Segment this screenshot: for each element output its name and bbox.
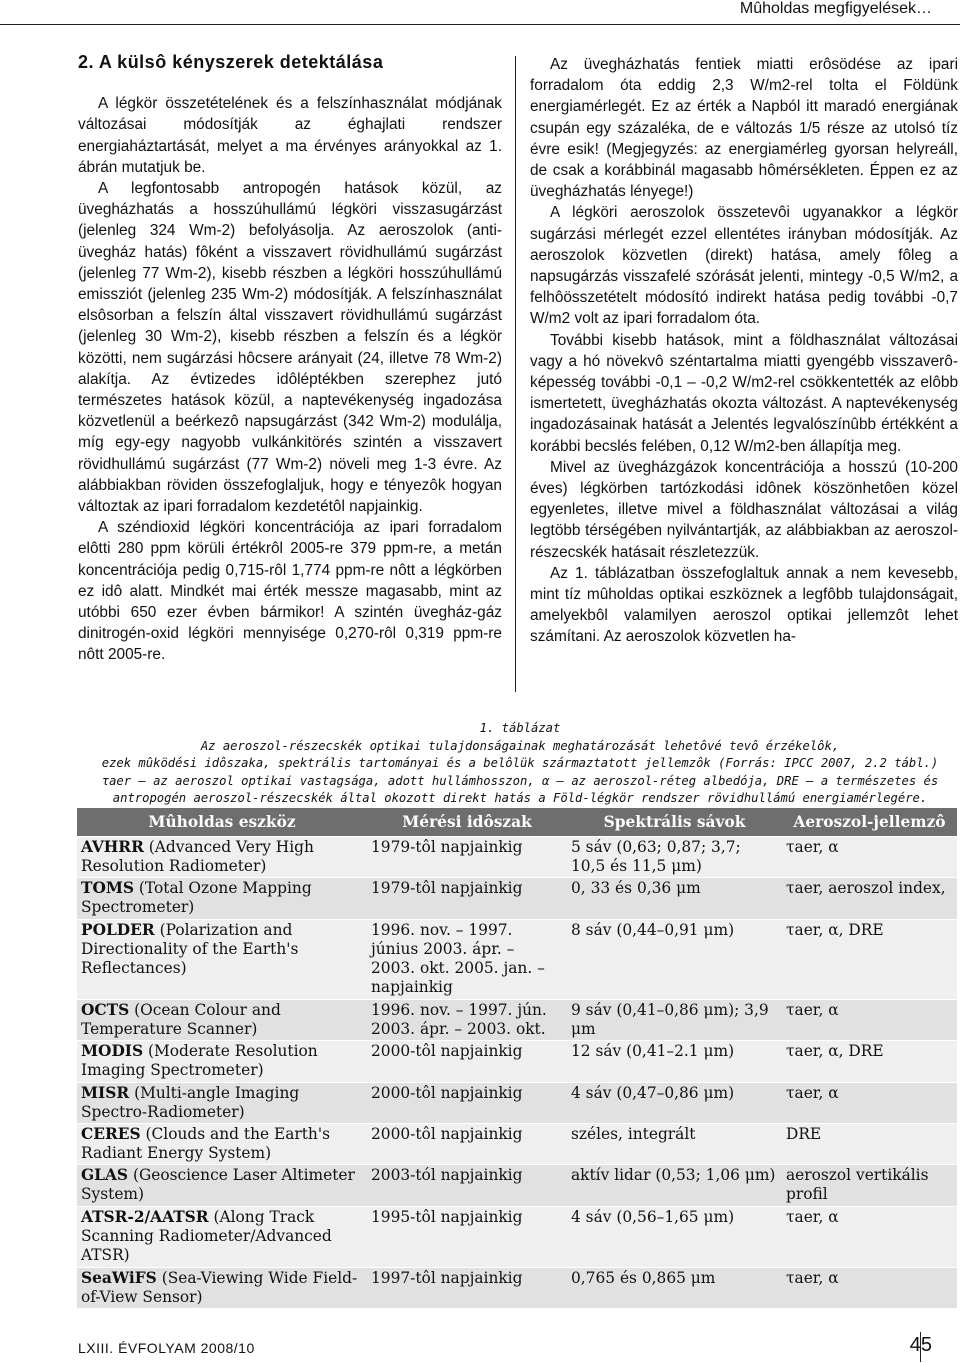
header-period: Mérési idôszak [367,808,567,837]
instrument-name: POLDER [81,920,155,939]
period-cell: 2000-tôl napjainkig [367,1082,567,1123]
period-cell: 1995-tôl napjainkig [367,1206,567,1267]
instrument-name: AVHRR [81,838,144,856]
feature-cell: τaer, aeroszol index, [782,878,957,919]
instrument-name: TOMS [81,879,135,898]
bands-cell: 9 sáv (0,41–0,86 μm); 3,9 μm [567,999,782,1040]
caption-label: 1. táblázat [479,721,561,735]
feature-cell: τaer, α [782,1206,957,1267]
period-cell: 2000-tôl napjainkig [367,1041,567,1082]
table-row [77,837,957,878]
left-paragraph-3: A széndioxid légköri koncentrációja az ipari forradalom elôtti 280 ppm körüli értékrôl 2005-re 379 ppm-re, a metán koncentrációja pedig 0,715-rôl 1,774 ppm-re nôtt a légkörben ez idô alatt. Mindkét mai érték messze magasabb, mint az utóbbi 650 ezer évben bármikor! A szintén üvegház-gáz dinitrogén-oxid légköri mennyisége 0,270-rôl 0,319 ppm-re nôtt 2005-re. [78,519,502,664]
feature-cell: aeroszol vertikális profil [782,1165,957,1206]
feature-cell: τaer, α [782,999,957,1040]
satellite-instruments-table [77,808,957,1308]
right-paragraph-2: A légköri aeroszolok összetevôi ugyanakkor a légkör sugárzási mérlegét ezzel ellentétes irányban módosítják. Az aeroszolok közvetlen (direkt) hatása, amely fôleg a napsugárzás visszafelé szórását jelenti, mintegy -0,5 W/m2, a felhôösszetételt módosító indirekt hatása pedig további -0,7 W/m2 volt az ipari forradalom óta. [530,204,958,328]
left-paragraph-1: A légkör összetételének és a felszínhasználat módjának változásai módosítják az éghajlati rendszer energiaháztartását, melyet a ma érvényes arányokkal az 1. ábrán mutatjuk be. [78,95,502,176]
table-caption [80,720,960,808]
header-bands: Spektrális sávok [567,808,782,837]
bands-cell: 5 sáv (0,63; 0,87; 3,7; 10,5 és 11,5 μm) [567,837,782,878]
table-row [77,1082,957,1123]
instrument-name: GLAS [81,1166,129,1185]
instrument-cell [77,1206,367,1267]
instrument-cell [77,1124,367,1165]
footer-volume: LXIII. ÉVFOLYAM 2008/10 [78,1340,255,1356]
instrument-desc: (Advanced Very High Resolution Radiometer) [81,838,314,875]
table-row [77,878,957,919]
feature-cell: τaer, α [782,837,957,878]
instrument-cell [77,878,367,919]
period-cell: 2003-tól napjainkig [367,1165,567,1206]
feature-cell: τaer, α, DRE [782,919,957,999]
instrument-name: SeaWiFS [81,1268,157,1287]
caption-line-1: Az aeroszol-részecskék optikai tulajdonságainak meghatározását lehetôvé tevô érzékelôk, [200,738,840,753]
right-paragraph-5: Az 1. táblázatban összefoglaltuk annak a nem kevesebb, mint tíz mûholdas optikai eszköznek a legfôbb tulajdonságait, amelyekbôl valamilyen aeroszol optikai jellemzôt lehet számítani. Az aeroszolok közvetlen ha- [530,564,958,646]
instrument-cell [77,1082,367,1123]
header-instrument: Mûholdas eszköz [77,808,367,837]
running-head: Mûholdas megfigyelések… [739,0,932,17]
period-cell: 1996. nov. – 1997. június 2003. ápr. – 2003. okt. 2005. jan. – napjainkig [367,919,567,999]
header-feature: Aeroszol-jellemzô [782,808,957,837]
period-cell: 1979-tôl napjainkig [367,837,567,878]
instrument-name: MISR [81,1083,130,1102]
instrument-name: OCTS [81,1000,130,1019]
right-paragraph-3: További kisebb hatások, mint a földhasználat változásai vagy a hó növekvô széntartalma miatti gyengébb visszaverô-képesség további -0,1 – -0,2 W/m2-rel csökkentették az elôbb ismertetett, üvegházhatás okozta változást. A naptevékenység ingadozásainak hatását a Jelentés legvalószínûbb értékként a korábbi becslés felében, 0,12 W/m2-ben állapítja meg. [530,331,958,455]
bands-cell: széles, integrált [567,1124,782,1165]
instrument-desc: (Clouds and the Earth's Radiant Energy System) [81,1125,330,1163]
feature-cell: τaer, α [782,1267,957,1308]
bands-cell: 0,765 és 0,865 μm [567,1267,782,1308]
right-paragraph-4: Mivel az üvegházgázok koncentrációja a hosszú (10-200 éves) légkörben tartózkodási idônek köszönhetôen közel egyenletes, illetve mivel a földhasználat változásai a világ legtöbb térségében nyilvántartják, az alábbiakban az aeroszol-részecskék hatásait részletezzük. [530,458,958,561]
left-paragraph-2: A legfontosabb antropogén hatások közül, az üvegházhatás a hosszúhullámú légköri visszasugárzást (jelenleg 324 Wm-2) befolyásolja. Az aeroszolok (anti-üvegház hatás) fôként a visszavert rövidhullámú sugárzást (jelenleg 77 Wm-2), kisebb részben a légköri hosszúhullámú emissziót (jelenleg 235 Wm-2) módosítják. A felszínhasználat elsôsorban a felszín által visszavert rövidhullámú sugárzást (jelenleg 30 Wm-2), kisebb részben a felszín és a légkör közötti, nem sugárzási hôcsere arányait (24, illetve 78 Wm-2) alakítja. Az évtizedes idôléptékben szerephez jutó természetes hatások közül, a naptevékenység ingadozása közvetlenül a beérkezô napsugárzást (342 Wm-2) modulálja, míg egy-egy nagyobb vulkánkitörés szintén a visszavert rövidhullámú sugárzást (77 Wm-2) növeli meg 1-3 évre. Az alábbiakban röviden összefoglaljuk, hogy e tényezôk hogyan változtak az ipari forradalom kezdetétôl napjainkig. [78,180,502,516]
instrument-desc: (Polarization and Directionality of the Earth's Reflectances) [81,920,299,977]
table-row [77,1267,957,1308]
table-row [77,1206,957,1267]
period-cell: 2000-tôl napjainkig [367,1124,567,1165]
instrument-name: MODIS [81,1042,144,1061]
table-row [77,919,957,999]
instrument-cell [77,1267,367,1308]
bands-cell: aktív lidar (0,53; 1,06 μm) [567,1165,782,1206]
instrument-cell [77,1041,367,1082]
table-row [77,1165,957,1206]
section-heading: 2. A külsô kényszerek detektálása [78,52,384,72]
instrument-desc: (Geoscience Laser Altimeter System) [81,1166,355,1204]
table-row [77,1041,957,1082]
caption-line-2: ezek mûködési idôszaka, spektrális tartományai és a belôlük származtatott jellemzôk (Forrás: IPCC 2007, 2.2 tábl.) [101,756,939,770]
instrument-name: CERES [81,1125,141,1144]
instrument-desc: (Multi-angle Imaging Spectro-Radiometer) [81,1083,300,1121]
page-number: 45 [909,1334,932,1356]
instrument-name: ATSR-2/AATSR [81,1207,209,1226]
period-cell: 1996. nov. – 1997. jún. 2003. ápr. – 2003. okt. [367,999,567,1040]
instrument-cell [77,1165,367,1206]
period-cell: 1979-tôl napjainkig [367,878,567,919]
table-header-row [77,808,957,837]
left-column [78,52,502,666]
feature-cell: τaer, α, DRE [782,1041,957,1082]
instrument-desc: (Moderate Resolution Imaging Spectrometer) [81,1042,318,1080]
bands-cell: 4 sáv (0,47–0,86 μm) [567,1082,782,1123]
right-column [530,54,958,648]
bands-cell: 8 sáv (0,44–0,91 μm) [567,919,782,999]
period-cell: 1997-tôl napjainkig [367,1267,567,1308]
feature-cell: DRE [782,1124,957,1165]
bands-cell: 12 sáv (0,41–2.1 μm) [567,1041,782,1082]
column-divider [515,56,516,692]
instrument-desc: (Ocean Colour and Temperature Scanner) [81,1000,281,1038]
bands-cell: 0, 33 és 0,36 μm [567,878,782,919]
table-row [77,1124,957,1165]
table-row [77,999,957,1040]
right-paragraph-1: Az üvegházhatás fentiek miatti erôsödése az ipari forradalom óta eddig 2,3 W/m2-rel tolta el Földünk energiamérlegét. Ez az érték a Napból itt maradó energiának csupán egy százaléka, de e változás 1/5 része az utolsó tíz évre esik! (Megjegyzés: az energiamérleg gyorsan helyreáll, de csak a korábbinál magasabb hômérsékleten. Éppen ez az üvegházhatás lényege!) [530,56,958,201]
instrument-desc: (Total Ozone Mapping Spectrometer) [81,879,312,917]
caption-line-4: antropogén aeroszol-részecskék által okozott direkt hatás a Föld-légkör rendszer rövidhullámú energiamérlegére. [112,791,928,805]
bands-cell: 4 sáv (0,56–1,65 μm) [567,1206,782,1267]
instrument-desc: (Sea-Viewing Wide Field-of-View Sensor) [81,1268,358,1306]
instrument-desc: (Along Track Scanning Radiometer/Advanced ATSR) [81,1207,332,1264]
caption-line-3: τaer – az aeroszol optikai vastagsága, adott hullámhosszon, α – az aeroszol-réteg albedója, DRE – a természetes és [101,773,939,788]
instrument-cell [77,999,367,1040]
top-rule [0,24,960,25]
instrument-cell [77,837,367,878]
instrument-cell [77,919,367,999]
feature-cell: τaer, α [782,1082,957,1123]
